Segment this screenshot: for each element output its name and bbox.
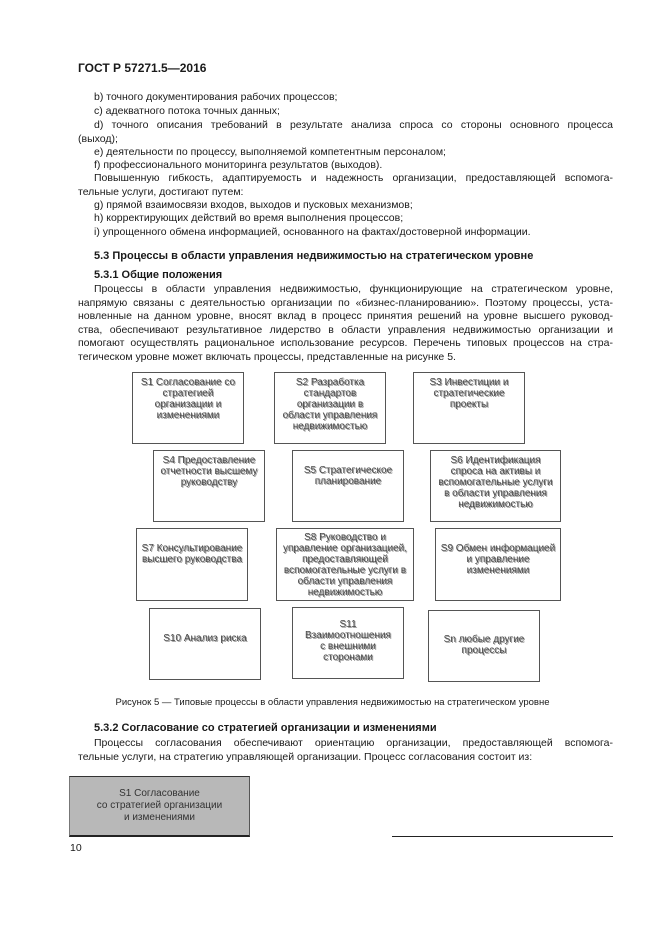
list-item: g) прямой взаимосвязи входов, выходов и пусковых механизмов;	[94, 199, 413, 211]
box-line: области управления	[297, 576, 393, 587]
box-line: S5 Стратегическое	[303, 465, 393, 476]
figure-caption: Рисунок 5 — Типовые процессы в области управления недвижимостью на стратегическом уровне	[115, 697, 550, 708]
box-line: S8 Руководство и	[304, 532, 386, 543]
box-line: S11	[339, 619, 357, 630]
list-item: f) профессионального мониторинга результатов (выходов).	[94, 159, 383, 171]
process-box-s3	[413, 372, 525, 444]
paragraph-line: Процессы согласования обеспечивают ориентацию организации, предоставляющей вспомога-	[94, 737, 613, 749]
box-line: с внешними	[320, 641, 376, 652]
box-line: S9 Обмен информацией	[440, 543, 556, 554]
list-item-continuation: (выход);	[78, 133, 118, 145]
list-item: d) точного описания требований в результате анализа спроса со стороны основного процесса	[94, 119, 613, 131]
process-box-s7	[136, 528, 248, 601]
paragraph-line: ства, обеспечивают результативное лидерство в области управления недвижимостью организации и	[78, 324, 613, 336]
box-line: недвижимостью	[458, 499, 533, 510]
box-line: S10 Анализ риска	[163, 633, 247, 644]
process-box-sn	[428, 610, 540, 682]
paragraph-line: тельные услуги, достигают путем:	[78, 186, 244, 198]
box-line: спроса на активы и	[450, 466, 541, 477]
process-box-s10	[149, 608, 261, 680]
box-line: S1 Согласование со	[140, 377, 236, 388]
box-line: S6 Идентификация	[450, 455, 541, 466]
box-line: S3 Инвестиции и	[429, 377, 509, 388]
box-line: и изменениями	[123, 812, 196, 823]
list-item: i) упрощенного обмена информацией, основанного на фактах/достоверной информации.	[94, 226, 531, 238]
box-line: стратегией	[162, 388, 214, 399]
box-line: со стратегией организации	[96, 800, 223, 811]
box-line: изменениями	[466, 565, 530, 576]
box-line: планирование	[314, 476, 382, 487]
list-item: c) адекватного потока точных данных;	[94, 105, 280, 117]
paragraph-line: Повышенную гибкость, адаптируемость и надежность организации, предоставляющей вспомога-	[94, 172, 613, 184]
section-heading: 5.3 Процессы в области управления недвижимостью на стратегическом уровне	[94, 250, 534, 262]
box-line: сторонами	[323, 652, 373, 663]
subsection-heading: 5.3.2 Согласование со стратегией организации и изменениями	[94, 722, 437, 734]
process-box-s6	[430, 450, 561, 522]
paragraph-line: помогают осуществлять рациональное использование ресурсов. Перечень типовых процессов на стра-	[78, 337, 613, 349]
box-line: Взаимоотношения	[305, 630, 391, 641]
box-line: S7 Консультирование	[141, 543, 243, 554]
box-line: S2 Разработка	[295, 377, 365, 388]
box-line: проекты	[449, 399, 489, 410]
box-line: и управление	[466, 554, 530, 565]
box-line: изменениями	[156, 410, 220, 421]
box-line: области управления	[282, 410, 378, 421]
box-line: организации и	[154, 399, 222, 410]
box-line: организации в	[296, 399, 364, 410]
process-box-s11	[292, 607, 404, 679]
process-box-s8	[276, 528, 414, 601]
subsection-heading: 5.3.1 Общие положения	[94, 269, 223, 281]
box-line: S1 Согласование	[119, 788, 200, 799]
box-line: отчетности высшему	[160, 466, 258, 477]
box-line: в области управления	[444, 488, 547, 499]
list-item: e) деятельности по процессу, выполняемой компетентным персоналом;	[94, 146, 446, 158]
paragraph-line: тельные услуги, на стратегию управляющей организации. Процесс согласования состоит из:	[78, 751, 533, 763]
process-box-s5	[292, 450, 404, 522]
box-line: вспомогательные услуги в	[283, 565, 407, 576]
process-box-s1	[132, 372, 244, 444]
box-line: стандартов	[303, 388, 357, 399]
process-box-s2	[274, 372, 386, 444]
process-box-s9	[435, 528, 561, 601]
document-header: ГОСТ Р 57271.5—2016	[78, 61, 207, 75]
box-line: вспомогательные услуги	[438, 477, 553, 488]
box-line: S4 Предоставление	[162, 455, 256, 466]
box-line: недвижимостью	[292, 421, 368, 432]
paragraph-line: напрямую связаны с деятельностью организации по «бизнес-планированию». Поэтому процессы, уста-	[78, 297, 613, 309]
list-item: b) точного документирования рабочих процессов;	[94, 91, 338, 103]
list-item: h) корректирующих действий во время выполнения процессов;	[94, 212, 404, 224]
box-line: управление организацией,	[282, 543, 408, 554]
box-line: предоставляющей	[302, 554, 388, 565]
paragraph-line: Процессы в области управления недвижимостью, функционирующие на стратегическом уровне,	[94, 283, 613, 295]
box-line: Sn любые другие	[443, 634, 525, 645]
box-line: высшего руководства	[141, 554, 243, 565]
paragraph-line: тегическом уровне может включать процессы, представленные на рисунке 5.	[78, 351, 456, 363]
box-line: стратегические	[433, 388, 505, 399]
highlighted-process-box-s1	[69, 776, 250, 837]
box-line: процессы	[461, 645, 507, 656]
paragraph-line: новленные на данном уровне, вносят вклад в процесс принятия решений на уровне высшего руковод-	[78, 310, 613, 322]
box-line: руководству	[180, 477, 238, 488]
box-line: недвижимостью	[307, 587, 383, 598]
process-box-s4	[153, 450, 265, 522]
horizontal-rule	[392, 836, 613, 837]
page-number: 10	[70, 842, 82, 854]
